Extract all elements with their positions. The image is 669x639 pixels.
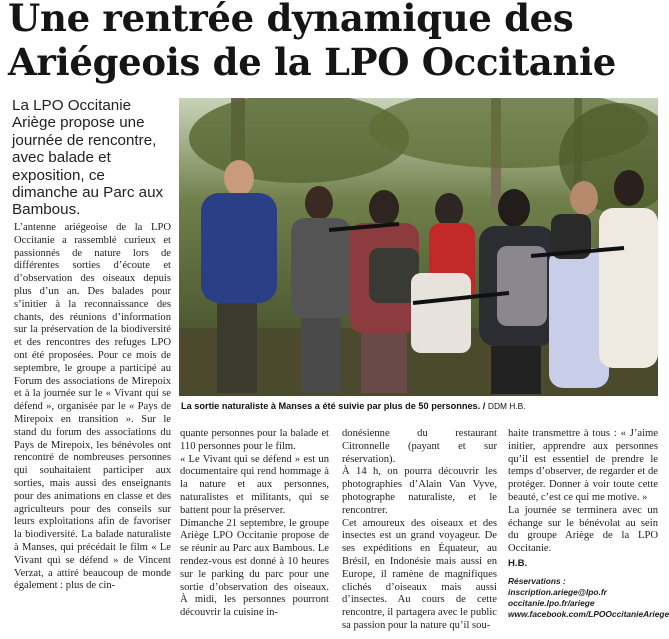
- body-paragraph: Cet amoureux des oiseaux et des insectes est un grand voyageur. De ses expéditions en Équateur, au Brésil, en Indonésie mais aussi en Europe, il ramène de magnifiques clichés d’oiseaux mais aussi d’insectes. Au cours de cette rencontre, il partagera avec le public sa passion pour la nature qu’il sou-: [342, 517, 497, 631]
- body-paragraph: donésienne du restaurant Citronnelle (payant et sur réservation).: [342, 428, 497, 465]
- article-photo: [179, 98, 658, 396]
- article-column-3: [342, 428, 497, 633]
- body-paragraph: « Le Vivant qui se défend » est un documentaire qui rend hommage à la nature et aux personnes, naturalistes et militants, qui se battent pour la préserver.: [180, 453, 329, 516]
- body-paragraph: L’antenne ariégeoise de la LPO Occitanie a rassemblé curieux et passionnés de nature lors de différentes sorties d’écoute et d’observation des oiseaux depuis plus d’un an. Des balades pour s’initier à la reconnaissance des chants, des réunions d’information sur la préservation de la biodiversité et des rencontres des refuges LPO ont été proposées. Pour ce mois de septembre, le groupe a participé au Forum des associations de Mirepoix et à la journée sur le « Vivant qui se défend », organisée par le « Pays de Mirepoix en transition ». Sur le stand du forum des associations du Pays de Mirepoix, les bénévoles ont rencontré de nombreuses personnes qui souhaitaient participer aux sorties, mais aussi des enseignants pour des animations en classe et des agriculteurs pour des conseils sur leurs exploitations afin de favoriser la biodiversité. La balade naturaliste à Manses, qui précédait le film « Le Vivant qui se défend » de Vincent Verzat, a attiré beaucoup de monde également : plus de cin-: [14, 222, 171, 592]
- body-paragraph: Dimanche 21 septembre, le groupe Ariège LPO Occitanie propose de se réunir au Parc aux Bambous. Le rendez-vous est donné à 10 heures sur le parking du parc pour une sortie d’observation des oiseaux. À midi, les personnes pourront découvrir la cuisine in-: [180, 517, 329, 619]
- reservations-email: Réservations : inscription.ariege@lpo.fr: [508, 575, 607, 597]
- facebook-link: www.facebook.com/LPOOccitanieAriege: [508, 608, 669, 619]
- website-link: occitanie.lpo.fr/ariege: [508, 597, 595, 608]
- photo-caption: [181, 401, 659, 412]
- body-paragraph: quante personnes pour la balade et 110 personnes pour le film.: [180, 428, 329, 452]
- reservations-info: [508, 575, 669, 620]
- body-paragraph: À 14 h, on pourra découvrir les photographies d’Alain Van Vyve, photographe naturaliste, et le rencontrer.: [342, 466, 497, 516]
- photo-credit: DDM H.B.: [487, 401, 526, 411]
- body-paragraph: haite transmettre à tous : « J’aime initier, apprendre aux personnes qu’il est essentiel de prendre le temps d’observer, de regarder et de protéger. Donner à voir toute cette beauté, c’est ce qui me motive. »: [508, 428, 658, 503]
- article-column-4: [508, 428, 669, 620]
- group-photo-icon: [179, 98, 658, 396]
- body-paragraph: La journée se terminera avec un échange sur le bénévolat au sein du groupe Ariège de la LPO Occitanie.: [508, 504, 658, 555]
- author-signature: H.B.: [508, 557, 528, 569]
- headline: Une rentrée dynamique des Ariégeois de la LPO Occitanie: [8, 0, 617, 84]
- article-column-2: [180, 428, 329, 620]
- caption-text: La sortie naturaliste à Manses a été suivie par plus de 50 personnes. /: [181, 401, 486, 411]
- article-column-1: [14, 222, 171, 593]
- lead-paragraph: La LPO Occitanie Ariège propose une journée de rencontre, avec balade et exposition, ce dimanche au Parc aux Bambous.: [12, 97, 164, 219]
